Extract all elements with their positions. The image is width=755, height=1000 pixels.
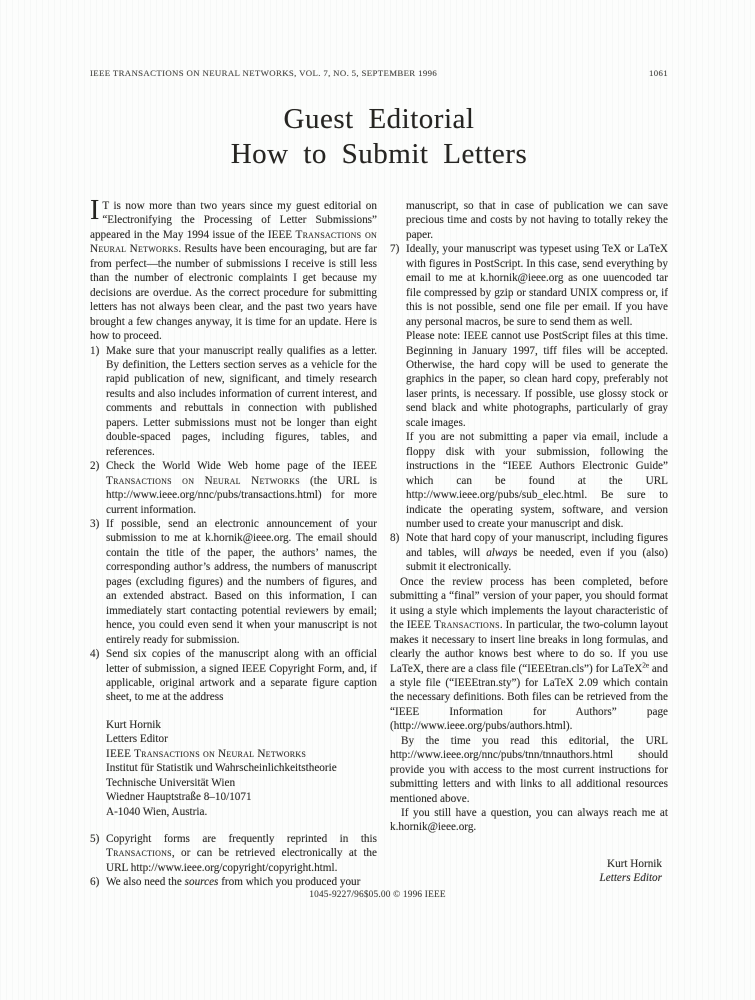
continuation-text: manuscript, so that in case of publication we can save precious time and costs by not having to totally rekey the paper. xyxy=(406,200,668,241)
closing-paragraph-3: If you still have a question, you can always reach me at k.hornik@ieee.org. xyxy=(390,807,668,834)
item-number: 4) xyxy=(90,648,100,661)
list-item-3 xyxy=(90,517,377,647)
number-gutter xyxy=(390,199,406,242)
item-7-paragraph-1: Ideally, your manuscript was typeset using TeX or LaTeX with figures in PostScript. In this case, send everything by email to me at k.hornik@ieee.org as one uuencoded tar file compressed by gzip or standard UNIX compress or, if this is not possible, send one file per email. If you have any personal macros, be sure to send them as well. xyxy=(406,243,668,328)
item-number: 3) xyxy=(90,517,100,530)
list-item-5 xyxy=(90,832,377,875)
address-line: A-1040 Wien, Austria. xyxy=(106,805,208,818)
item-7-paragraph-3: If you are not submitting a paper via email, include a floppy disk with your submission, following the instructions in the “IEEE Authors Electronic Guide” which can be found at the URL http://www.ieee.org/pubs/sub_elec.html. Be sure to indicate the operating system, software, and version number used to create your manuscript and disk. xyxy=(406,431,668,530)
address-line: Letters Editor xyxy=(106,733,168,746)
article-title xyxy=(90,102,668,172)
item-text: Make sure that your manuscript really qualifies as a letter. By definition, the Letters section serves as a vehicle for the rapid publication of new, significant, and timely research results and also includes information of current interest, and comments and rebuttals in connection with published papers. Letter submissions must not be longer than eight double-spaced pages, including figures, tables, and references. xyxy=(106,344,377,458)
footer-copyright: 1045-9227/96$05.00 © 1996 IEEE xyxy=(309,890,446,900)
item-number: 5) xyxy=(90,833,100,846)
item-text: Copyright forms are frequently reprinted in this Transactions, or can be retrieved electronically at the URL http://www.ieee.org/copyright/copyright.html. xyxy=(106,833,377,874)
address-line: Wiedner Hauptstraße 8–10/1071 xyxy=(106,791,252,804)
closing-paragraph-2: By the time you read this editorial, the URL http://www.ieee.org/nnc/pubs/tnn/tnnauthors.html should provide you with access to the most current instructions for submitting letters and with links to all additional resources mentioned above. xyxy=(390,734,668,805)
right-column xyxy=(390,199,668,890)
title-line-1: Guest Editorial xyxy=(283,103,475,135)
item-number: 1) xyxy=(90,344,100,357)
list-item-1 xyxy=(90,344,377,460)
item-text: If possible, send an electronic announcement of your submission to me at k.hornik@ieee.org. The email should contain the title of the paper, the authors’ names, the corresponding author’s address, the numbers of manuscript pages (excluding figures) and the numbers of figures, and an extended abstract. Based on this information, I can immediately start contacting potential reviewers by email; hence, you could even send it when your manuscript is not entirely ready for submission. xyxy=(106,517,377,646)
item-text: Check the World Wide Web home page of the IEEE Transactions on Neural Networks (the URL is http://www.ieee.org/nnc/pubs/transactions.html) for more current information. xyxy=(106,460,377,516)
item-text-lead: Send six copies of the manuscript along with an official letter of submission, a signed IEEE Copyright Form, and, if applicable, original artwork and a separate figure caption sheet, to me at the address xyxy=(106,648,377,704)
item-6-continuation xyxy=(390,199,668,242)
two-column-body xyxy=(90,195,669,890)
list-item-4 xyxy=(90,647,377,832)
address-line: Technische Universität Wien xyxy=(106,776,236,789)
numbered-list-left xyxy=(90,344,377,890)
item-number: 2) xyxy=(90,460,100,473)
drop-cap: I xyxy=(90,195,100,226)
address-line: IEEE Transactions on Neural Networks xyxy=(106,747,307,760)
address-line: Institut für Statistik und Wahrscheinlichkeitstheorie xyxy=(106,762,337,775)
address-block xyxy=(106,718,377,819)
running-header xyxy=(90,68,668,78)
list-item-2 xyxy=(90,459,377,517)
journal-citation: IEEE TRANSACTIONS ON NEURAL NETWORKS, VOL. 7, NO. 5, SEPTEMBER 1996 xyxy=(90,68,438,78)
page-number: 1061 xyxy=(649,68,668,78)
signature-name: Kurt Hornik xyxy=(607,857,662,870)
intro-text: T is now more than two years since my guest editorial on “Electronifying the Processing of Letter Submissions” appeared in the May 1994 issue of the IEEE Transactions on Neural Networks. Results have been encouraging, but are far from perfect—the number of submissions I receive is still less than the number of electronic complaints I get because my decisions are overdue. As the correct procedure for submitting letters has not always been clear, and the past two years have brought a few changes anyway, it is time for an update. Here is how to proceed. xyxy=(90,200,377,343)
closing-paragraph-1: Once the review process has been completed, before submitting a “final” version of your paper, you should format it using a style which implements the layout characteristic of the IEEE Transactions. In particular, the two-column layout makes it necessary to insert line breaks in long formulas, and clearly the author knows best where to do so. If you use LaTeX, there are a class file (“IEEEtran.cls”) for LaTeX$^{2e}$ and a style file (“IEEEtran.sty”) for LaTeX 2.09 which contain the necessary definitions. Both files can be retrieved from the “IEEE Information for Authors” page (http://www.ieee.org/pubs/authors.html). xyxy=(390,575,668,733)
title-line-2: How to Submit Letters xyxy=(230,138,528,170)
item-7-paragraph-2: Please note: IEEE cannot use PostScript files at this time. Beginning in January 1997, tiff files will be accepted. Otherwise, the hard copy will be used to generate the graphics in the paper, so clean hard copy, preferably not laser prints, is necessary. If possible, use glossy stock or send black and white photographs, particularly of gray scale images. xyxy=(406,330,668,429)
item-number: 6) xyxy=(90,876,100,889)
item-text: We also need the sources from which you produced your xyxy=(106,876,361,889)
address-line: Kurt Hornik xyxy=(106,718,161,731)
item-number: 8) xyxy=(390,532,400,545)
item-text xyxy=(406,242,668,531)
signature-block xyxy=(390,857,668,886)
list-item-6 xyxy=(90,875,377,889)
intro-paragraph xyxy=(90,195,377,344)
signature-role: Letters Editor xyxy=(599,872,662,885)
item-text: Note that hard copy of your manuscript, including figures and tables, will always be needed, even if you (also) submit it electronically. xyxy=(406,532,669,574)
item-text xyxy=(106,647,377,832)
item-number: 7) xyxy=(390,243,400,256)
list-item-7 xyxy=(390,242,668,531)
left-column xyxy=(90,195,377,890)
list-item-8 xyxy=(390,531,668,574)
